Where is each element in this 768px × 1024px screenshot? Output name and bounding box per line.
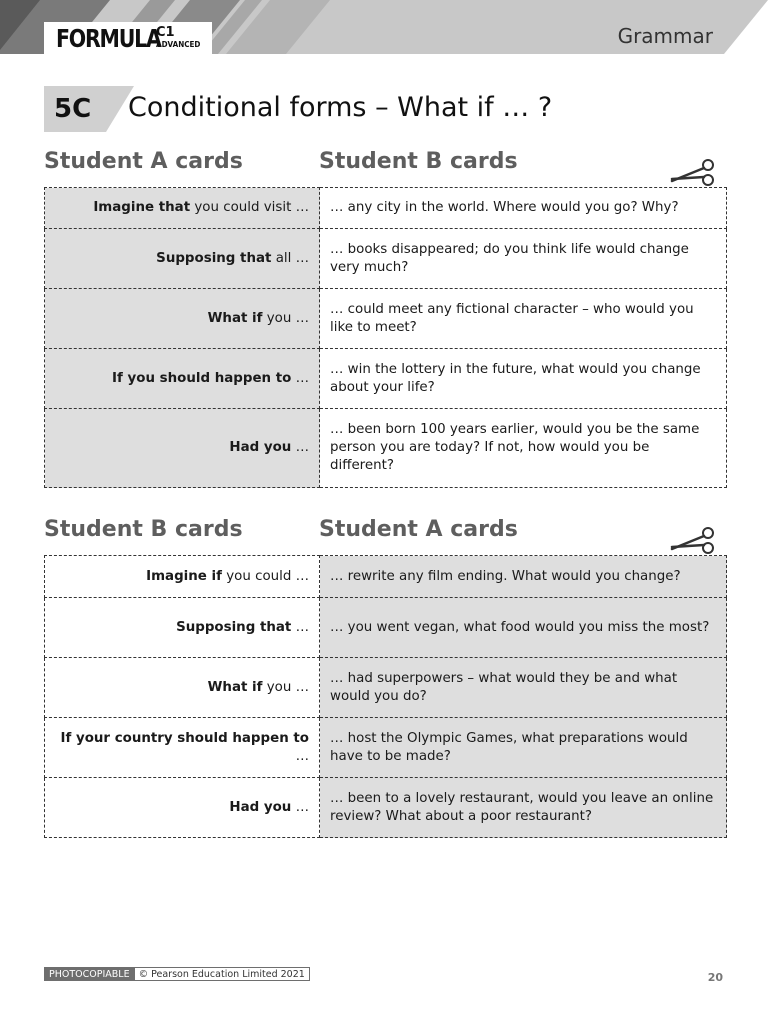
prompt-card	[45, 349, 320, 409]
set1-heading-left: Student A cards	[44, 149, 243, 174]
unit-badge	[44, 86, 134, 132]
page-title: Conditional forms – What if … ?	[128, 92, 553, 123]
prompt-rest: …	[295, 748, 309, 764]
prompt-card	[45, 598, 320, 658]
prompt-card	[45, 658, 320, 718]
prompt-rest: you …	[262, 310, 309, 326]
prompt-card	[45, 409, 320, 488]
logo-sublevel: ADVANCED	[156, 40, 201, 49]
logo-level: C1	[156, 25, 175, 40]
table-row	[45, 188, 727, 229]
formula-logo	[44, 22, 212, 54]
prompt-card	[45, 778, 320, 838]
set2-heading-right: Student A cards	[319, 517, 518, 542]
ending-card: … win the lottery in the future, what would you change about your life?	[320, 349, 727, 409]
page-number: 20	[707, 971, 723, 984]
table-row	[45, 229, 727, 289]
prompt-bold: Supposing that	[156, 250, 272, 266]
prompt-bold: What if	[207, 310, 263, 326]
prompt-card	[45, 229, 320, 289]
ending-card: … host the Olympic Games, what preparations would have to be made?	[320, 718, 727, 778]
prompt-bold: If you should happen to	[112, 370, 292, 386]
prompt-rest: you …	[262, 679, 309, 695]
prompt-bold: What if	[207, 679, 263, 695]
scissors-icon	[670, 158, 720, 188]
prompt-rest: …	[291, 370, 309, 386]
section-label: Grammar	[617, 24, 713, 48]
scissors-icon	[670, 526, 720, 556]
set1-heading-right: Student B cards	[319, 149, 518, 174]
prompt-bold: Imagine if	[146, 568, 222, 584]
set2-heading-left: Student B cards	[44, 517, 243, 542]
prompt-card	[45, 188, 320, 229]
ending-card: … been born 100 years earlier, would you be the same person you are today? If not, how would you be different?	[320, 409, 727, 488]
prompt-bold: Supposing that	[176, 619, 292, 635]
table-row	[45, 556, 727, 598]
prompt-rest: …	[291, 440, 309, 455]
prompt-rest: you could …	[221, 568, 309, 584]
prompt-rest: …	[291, 799, 309, 815]
unit-code: 5C	[54, 94, 92, 124]
prompt-bold: Had you	[229, 799, 292, 815]
prompt-rest: all …	[271, 250, 309, 266]
logo-name: FORMULA	[56, 24, 161, 53]
prompt-card	[45, 556, 320, 598]
set1-card-table	[44, 187, 727, 488]
set2-card-table	[44, 555, 727, 838]
table-row	[45, 658, 727, 718]
table-row	[45, 718, 727, 778]
table-row	[45, 778, 727, 838]
ending-card: … any city in the world. Where would you go? Why?	[320, 188, 727, 229]
ending-card: … could meet any fictional character – who would you like to meet?	[320, 289, 727, 349]
prompt-card	[45, 289, 320, 349]
prompt-card	[45, 718, 320, 778]
prompt-bold: Had you	[229, 440, 292, 455]
prompt-bold: Imagine that	[93, 200, 191, 215]
ending-card: … rewrite any film ending. What would you change?	[320, 556, 727, 598]
prompt-rest: …	[291, 619, 309, 635]
table-row	[45, 349, 727, 409]
ending-card: … had superpowers – what would they be and what would you do?	[320, 658, 727, 718]
table-row	[45, 598, 727, 658]
prompt-bold: If your country should happen to	[60, 730, 309, 746]
copyright-notice: © Pearson Education Limited 2021	[135, 967, 310, 981]
prompt-rest: you could visit …	[190, 200, 309, 215]
ending-card: … been to a lovely restaurant, would you leave an online review? What about a poor restaurant?	[320, 778, 727, 838]
page-footer	[44, 967, 310, 981]
table-row	[45, 289, 727, 349]
ending-card: … you went vegan, what food would you miss the most?	[320, 598, 727, 658]
ending-card: … books disappeared; do you think life would change very much?	[320, 229, 727, 289]
page-header	[0, 0, 768, 54]
photocopiable-label: PHOTOCOPIABLE	[44, 967, 135, 981]
table-row	[45, 409, 727, 488]
